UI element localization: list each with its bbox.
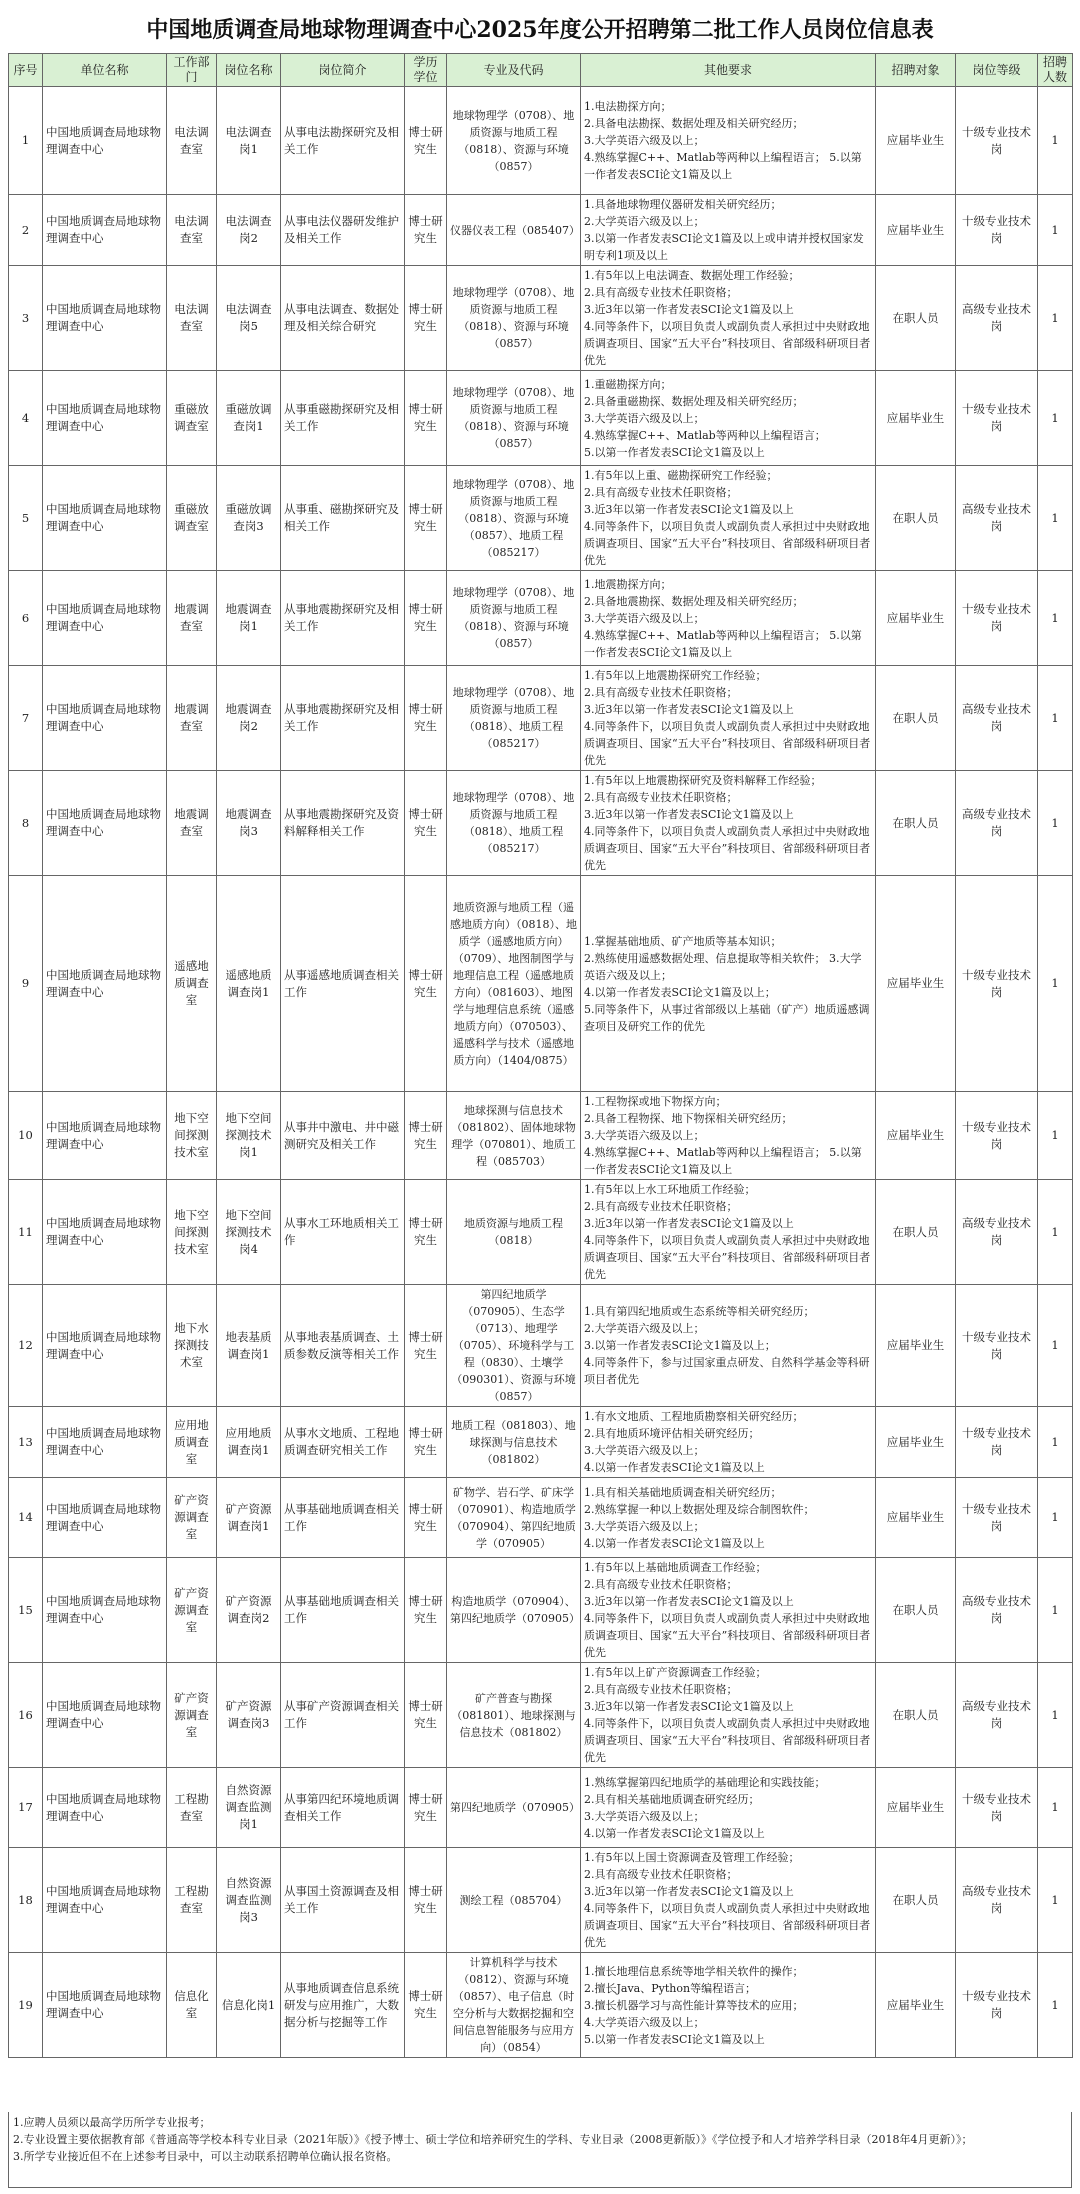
cell-target: 应届毕业生 (876, 1285, 956, 1407)
cell-unit: 中国地质调查局地球物理调查中心 (43, 466, 167, 571)
cell-intro: 从事水工环地质相关工作 (281, 1180, 405, 1285)
cell-count: 1 (1038, 266, 1073, 371)
page-title: 中国地质调查局地球物理调查中心2025年度公开招聘第二批工作人员岗位信息表 (146, 17, 934, 43)
cell-req: 1.有水文地质、工程地质勘察相关研究经历； 2.具有地质环境评估相关研究经历； 3.大学英语六级及以上； 4.以第一作者发表SCI论文1篇及以上 (581, 1407, 876, 1478)
note-1: 1.应聘人员须以最高学历所学专业报考； (13, 2116, 211, 2129)
cell-intro: 从事遥感地质调查相关工作 (281, 876, 405, 1092)
cell-post: 电法调查岗2 (217, 195, 281, 266)
cell-no: 6 (9, 571, 43, 666)
cell-no: 11 (9, 1180, 43, 1285)
cell-intro: 从事地震勘探研究及相关工作 (281, 666, 405, 771)
cell-level: 十级专业技术岗 (956, 87, 1038, 195)
cell-dept: 电法调查室 (167, 195, 217, 266)
table-row (9, 1478, 1073, 1558)
table-row (9, 1285, 1073, 1407)
cell-count: 1 (1038, 87, 1073, 195)
cell-dept: 地震调查室 (167, 771, 217, 876)
cell-intro: 从事基础地质调查相关工作 (281, 1558, 405, 1663)
cell-major: 地球物理学（0708）、地质资源与地质工程（0818）、资源与环境（0857） (447, 87, 581, 195)
cell-level: 高级专业技术岗 (956, 1558, 1038, 1663)
cell-edu: 博士研究生 (405, 571, 447, 666)
cell-major: 地质资源与地质工程（遥感地质方向）（0818）、地质学（遥感地质方向）（0709）、地图制图学与地理信息工程（遥感地质方向）（081603）、地图学与地理信息系统（遥感地质方向）（070503）、遥感科学与技术（遥感地质方向）（1404/0875） (447, 876, 581, 1092)
cell-intro: 从事地震勘探研究及资料解释相关工作 (281, 771, 405, 876)
cell-level: 高级专业技术岗 (956, 1848, 1038, 1953)
cell-post: 电法调查岗1 (217, 87, 281, 195)
cell-level: 高级专业技术岗 (956, 466, 1038, 571)
cell-target: 在职人员 (876, 466, 956, 571)
cell-no: 14 (9, 1478, 43, 1558)
table-row (9, 876, 1073, 1092)
cell-req: 1.具备地球物理仪器研发相关研究经历； 2.大学英语六级及以上； 3.以第一作者发表SCI论文1篇及以上或申请并授权国家发明专利1项及以上 (581, 195, 876, 266)
cell-level: 高级专业技术岗 (956, 666, 1038, 771)
cell-post: 矿产资源调查岗2 (217, 1558, 281, 1663)
cell-no: 16 (9, 1663, 43, 1768)
cell-no: 7 (9, 666, 43, 771)
header-target: 招聘对象 (876, 54, 956, 87)
cell-post: 地下空间探测技术岗4 (217, 1180, 281, 1285)
cell-post: 自然资源调查监测岗3 (217, 1848, 281, 1953)
cell-intro: 从事电法仪器研发维护及相关工作 (281, 195, 405, 266)
table-row (9, 87, 1073, 195)
cell-req: 1.有5年以上地震勘探研究工作经验； 2.具有高级专业技术任职资格； 3.近3年以第一作者发表SCI论文1篇及以上 4.同等条件下，以项目负责人或副负责人承担过中央财政地质调查项目、国家“五大平台”科技项目、省部级科研项目者优先 (581, 666, 876, 771)
cell-req: 1.擅长地理信息系统等地学相关软件的操作； 2.擅长Java、Python等编程语言； 3.擅长机器学习与高性能计算等技术的应用； 4.大学英语六级及以上； 5.以第一作者发表SCI论文1篇及以上 (581, 1953, 876, 2058)
cell-dept: 矿产资源调查室 (167, 1663, 217, 1768)
cell-target: 应届毕业生 (876, 1768, 956, 1848)
cell-req: 1.具有相关基础地质调查相关研究经历； 2.熟练掌握一种以上数据处理及综合制图软件； 3.大学英语六级及以上； 4.以第一作者发表SCI论文1篇及以上 (581, 1478, 876, 1558)
table-row (9, 371, 1073, 466)
cell-post: 地震调查岗1 (217, 571, 281, 666)
cell-req: 1.有5年以上地震勘探研究及资料解释工作经验； 2.具有高级专业技术任职资格； 3.近3年以第一作者发表SCI论文1篇及以上 4.同等条件下，以项目负责人或副负责人承担过中央财政地质调查项目、国家“五大平台”科技项目、省部级科研项目者优先 (581, 771, 876, 876)
cell-level: 十级专业技术岗 (956, 1285, 1038, 1407)
cell-req: 1.重磁勘探方向； 2.具备重磁勘探、数据处理及相关研究经历； 3.大学英语六级及以上； 4.熟练掌握C++、Matlab等两种以上编程语言； 5.以第一作者发表SCI论文1篇及以上 (581, 371, 876, 466)
table-row (9, 571, 1073, 666)
cell-target: 在职人员 (876, 771, 956, 876)
table-row (9, 1407, 1073, 1478)
cell-edu: 博士研究生 (405, 1478, 447, 1558)
table-row (9, 1953, 1073, 2058)
cell-no: 8 (9, 771, 43, 876)
cell-intro: 从事井中激电、井中磁测研究及相关工作 (281, 1092, 405, 1180)
cell-count: 1 (1038, 1285, 1073, 1407)
cell-target: 应届毕业生 (876, 371, 956, 466)
cell-count: 1 (1038, 876, 1073, 1092)
cell-major: 仪器仪表工程（085407） (447, 195, 581, 266)
cell-dept: 应用地质调查室 (167, 1407, 217, 1478)
cell-req: 1.有5年以上水工环地质工作经验； 2.具有高级专业技术任职资格； 3.近3年以第一作者发表SCI论文1篇及以上 4.同等条件下，以项目负责人或副负责人承担过中央财政地质调查项目、国家“五大平台”科技项目、省部级科研项目者优先 (581, 1180, 876, 1285)
cell-edu: 博士研究生 (405, 1558, 447, 1663)
cell-dept: 电法调查室 (167, 87, 217, 195)
cell-edu: 博士研究生 (405, 466, 447, 571)
cell-intro: 从事地质调查信息系统研发与应用推广，大数据分析与挖掘等工作 (281, 1953, 405, 2058)
cell-count: 1 (1038, 571, 1073, 666)
cell-intro: 从事重磁勘探研究及相关工作 (281, 371, 405, 466)
header-edu: 学历学位 (405, 54, 447, 87)
cell-intro: 从事地震勘探研究及相关工作 (281, 571, 405, 666)
cell-edu: 博士研究生 (405, 876, 447, 1092)
cell-no: 18 (9, 1848, 43, 1953)
cell-level: 十级专业技术岗 (956, 195, 1038, 266)
cell-unit: 中国地质调查局地球物理调查中心 (43, 1180, 167, 1285)
cell-target: 应届毕业生 (876, 87, 956, 195)
cell-no: 17 (9, 1768, 43, 1848)
cell-count: 1 (1038, 1180, 1073, 1285)
header-post: 岗位名称 (217, 54, 281, 87)
cell-post: 矿产资源调查岗1 (217, 1478, 281, 1558)
cell-no: 9 (9, 876, 43, 1092)
cell-target: 应届毕业生 (876, 1092, 956, 1180)
cell-edu: 博士研究生 (405, 666, 447, 771)
cell-post: 地表基质调查岗1 (217, 1285, 281, 1407)
cell-unit: 中国地质调查局地球物理调查中心 (43, 371, 167, 466)
cell-intro: 从事基础地质调查相关工作 (281, 1478, 405, 1558)
cell-edu: 博士研究生 (405, 771, 447, 876)
cell-target: 应届毕业生 (876, 1407, 956, 1478)
cell-edu: 博士研究生 (405, 1848, 447, 1953)
cell-level: 高级专业技术岗 (956, 771, 1038, 876)
cell-unit: 中国地质调查局地球物理调查中心 (43, 1768, 167, 1848)
cell-unit: 中国地质调查局地球物理调查中心 (43, 1285, 167, 1407)
cell-intro: 从事矿产资源调查相关工作 (281, 1663, 405, 1768)
cell-no: 15 (9, 1558, 43, 1663)
header-unit: 单位名称 (43, 54, 167, 87)
table-row (9, 195, 1073, 266)
cell-level: 高级专业技术岗 (956, 1180, 1038, 1285)
cell-target: 应届毕业生 (876, 1478, 956, 1558)
cell-edu: 博士研究生 (405, 1768, 447, 1848)
cell-target: 在职人员 (876, 1663, 956, 1768)
cell-target: 应届毕业生 (876, 1953, 956, 2058)
cell-intro: 从事地表基质调查、土质参数反演等相关工作 (281, 1285, 405, 1407)
cell-dept: 矿产资源调查室 (167, 1558, 217, 1663)
cell-unit: 中国地质调查局地球物理调查中心 (43, 1848, 167, 1953)
cell-level: 十级专业技术岗 (956, 876, 1038, 1092)
cell-count: 1 (1038, 1092, 1073, 1180)
cell-major: 测绘工程（085704） (447, 1848, 581, 1953)
cell-no: 13 (9, 1407, 43, 1478)
cell-req: 1.地震勘探方向； 2.具备地震勘探、数据处理及相关研究经历； 3.大学英语六级及以上； 4.熟练掌握C++、Matlab等两种以上编程语言； 5.以第一作者发表SCI论文1篇及以上 (581, 571, 876, 666)
cell-intro: 从事电法调查、数据处理及相关综合研究 (281, 266, 405, 371)
cell-target: 在职人员 (876, 1558, 956, 1663)
cell-major: 矿物学、岩石学、矿床学（070901）、构造地质学（070904）、第四纪地质学（070905） (447, 1478, 581, 1558)
cell-count: 1 (1038, 1407, 1073, 1478)
cell-intro: 从事重、磁勘探研究及相关工作 (281, 466, 405, 571)
cell-level: 十级专业技术岗 (956, 371, 1038, 466)
cell-major: 第四纪地质学（070905） (447, 1768, 581, 1848)
cell-post: 自然资源调查监测岗1 (217, 1768, 281, 1848)
cell-dept: 重磁放调查室 (167, 371, 217, 466)
cell-dept: 信息化室 (167, 1953, 217, 2058)
table-row (9, 1848, 1073, 1953)
cell-level: 十级专业技术岗 (956, 1953, 1038, 2058)
cell-dept: 地震调查室 (167, 571, 217, 666)
cell-count: 1 (1038, 195, 1073, 266)
cell-post: 矿产资源调查岗3 (217, 1663, 281, 1768)
cell-major: 地球物理学（0708）、地质资源与地质工程（0818）、地质工程（085217） (447, 666, 581, 771)
cell-unit: 中国地质调查局地球物理调查中心 (43, 1663, 167, 1768)
cell-intro: 从事水文地质、工程地质调查研究相关工作 (281, 1407, 405, 1478)
cell-post: 信息化岗1 (217, 1953, 281, 2058)
cell-unit: 中国地质调查局地球物理调查中心 (43, 87, 167, 195)
cell-no: 2 (9, 195, 43, 266)
cell-edu: 博士研究生 (405, 1285, 447, 1407)
cell-req: 1.有5年以上基础地质调查工作经验； 2.具有高级专业技术任职资格； 3.近3年以第一作者发表SCI论文1篇及以上 4.同等条件下，以项目负责人或副负责人承担过中央财政地质调查项目、国家“五大平台”科技项目、省部级科研项目者优先 (581, 1558, 876, 1663)
cell-unit: 中国地质调查局地球物理调查中心 (43, 1558, 167, 1663)
cell-edu: 博士研究生 (405, 1663, 447, 1768)
cell-major: 第四纪地质学（070905）、生态学（0713）、地理学（0705）、环境科学与工程（0830）、土壤学（090301）、资源与环境（0857） (447, 1285, 581, 1407)
cell-target: 在职人员 (876, 666, 956, 771)
cell-unit: 中国地质调查局地球物理调查中心 (43, 876, 167, 1092)
cell-count: 1 (1038, 1663, 1073, 1768)
table-row (9, 666, 1073, 771)
cell-dept: 工程勘查室 (167, 1848, 217, 1953)
table-row (9, 466, 1073, 571)
cell-target: 在职人员 (876, 266, 956, 371)
cell-req: 1.电法勘探方向； 2.具备电法勘探、数据处理及相关研究经历； 3.大学英语六级及以上； 4.熟练掌握C++、Matlab等两种以上编程语言； 5.以第一作者发表SCI论文1篇及以上 (581, 87, 876, 195)
cell-dept: 地下空间探测技术室 (167, 1180, 217, 1285)
cell-count: 1 (1038, 1558, 1073, 1663)
cell-no: 4 (9, 371, 43, 466)
cell-req: 1.有5年以上电法调查、数据处理工作经验； 2.具有高级专业技术任职资格； 3.近3年以第一作者发表SCI论文1篇及以上 4.同等条件下，以项目负责人或副负责人承担过中央财政地质调查项目、国家“五大平台”科技项目、省部级科研项目者优先 (581, 266, 876, 371)
header-intro: 岗位简介 (281, 54, 405, 87)
cell-level: 十级专业技术岗 (956, 1768, 1038, 1848)
cell-no: 19 (9, 1953, 43, 2058)
cell-post: 电法调查岗5 (217, 266, 281, 371)
cell-major: 地质资源与地质工程（0818） (447, 1180, 581, 1285)
cell-no: 12 (9, 1285, 43, 1407)
table-row (9, 1180, 1073, 1285)
cell-target: 应届毕业生 (876, 876, 956, 1092)
cell-dept: 矿产资源调查室 (167, 1478, 217, 1558)
table-row (9, 1558, 1073, 1663)
cell-no: 1 (9, 87, 43, 195)
cell-unit: 中国地质调查局地球物理调查中心 (43, 1953, 167, 2058)
cell-unit: 中国地质调查局地球物理调查中心 (43, 571, 167, 666)
cell-req: 1.有5年以上矿产资源调查工作经验； 2.具有高级专业技术任职资格； 3.近3年以第一作者发表SCI论文1篇及以上 4.同等条件下，以项目负责人或副负责人承担过中央财政地质调查项目、国家“五大平台”科技项目、省部级科研项目者优先 (581, 1663, 876, 1768)
cell-dept: 电法调查室 (167, 266, 217, 371)
cell-level: 高级专业技术岗 (956, 1663, 1038, 1768)
cell-dept: 地下空间探测技术室 (167, 1092, 217, 1180)
cell-count: 1 (1038, 371, 1073, 466)
header-count: 招聘人数 (1038, 54, 1073, 87)
cell-count: 1 (1038, 1768, 1073, 1848)
cell-count: 1 (1038, 1478, 1073, 1558)
cell-req: 1.有5年以上重、磁勘探研究工作经验； 2.具有高级专业技术任职资格； 3.近3年以第一作者发表SCI论文1篇及以上 4.同等条件下，以项目负责人或副负责人承担过中央财政地质调查项目、国家“五大平台”科技项目、省部级科研项目者优先 (581, 466, 876, 571)
cell-post: 应用地质调查岗1 (217, 1407, 281, 1478)
cell-count: 1 (1038, 1848, 1073, 1953)
cell-edu: 博士研究生 (405, 1092, 447, 1180)
header-req: 其他要求 (581, 54, 876, 87)
cell-post: 重磁放调查岗3 (217, 466, 281, 571)
cell-edu: 博士研究生 (405, 1407, 447, 1478)
cell-target: 应届毕业生 (876, 571, 956, 666)
cell-no: 10 (9, 1092, 43, 1180)
cell-level: 十级专业技术岗 (956, 1092, 1038, 1180)
cell-major: 地球物理学（0708）、地质资源与地质工程（0818）、地质工程（085217） (447, 771, 581, 876)
cell-major: 地质工程（081803）、地球探测与信息技术（081802） (447, 1407, 581, 1478)
table-row (9, 1768, 1073, 1848)
cell-major: 计算机科学与技术（0812）、资源与环境（0857）、电子信息（时空分析与大数据挖掘和空间信息智能服务与应用方向）（0854） (447, 1953, 581, 2058)
header-no: 序号 (9, 54, 43, 87)
cell-req: 1.有5年以上国土资源调查及管理工作经验； 2.具有高级专业技术任职资格； 3.近3年以第一作者发表SCI论文1篇及以上 4.同等条件下，以项目负责人或副负责人承担过中央财政地质调查项目、国家“五大平台”科技项目、省部级科研项目者优先 (581, 1848, 876, 1953)
cell-target: 应届毕业生 (876, 195, 956, 266)
cell-major: 构造地质学（070904）、第四纪地质学（070905） (447, 1558, 581, 1663)
note-2: 2.专业设置主要依据教育部《普通高等学校本科专业目录（2021年版）》《授予博士、硕士学位和培养研究生的学科、专业目录（2008更新版）》《学位授予和人才培养学科目录（2018年4月更新）》； (13, 2133, 973, 2146)
cell-major: 地球物理学（0708）、地质资源与地质工程（0818）、资源与环境（0857） (447, 371, 581, 466)
cell-edu: 博士研究生 (405, 1180, 447, 1285)
notes (8, 2112, 1072, 2188)
cell-req: 1.熟练掌握第四纪地质学的基础理论和实践技能； 2.具有相关基础地质调查研究经历； 3.大学英语六级及以上； 4.以第一作者发表SCI论文1篇及以上 (581, 1768, 876, 1848)
cell-level: 高级专业技术岗 (956, 266, 1038, 371)
cell-level: 十级专业技术岗 (956, 1478, 1038, 1558)
cell-unit: 中国地质调查局地球物理调查中心 (43, 1407, 167, 1478)
cell-req: 1.掌握基础地质、矿产地质等基本知识； 2.熟练使用遥感数据处理、信息提取等相关软件； 3.大学英语六级及以上； 4.以第一作者发表SCI论文1篇及以上； 5.同等条件下，从事过省部级以上基础（矿产）地质遥感调查项目及研究工作的优先 (581, 876, 876, 1092)
cell-count: 1 (1038, 466, 1073, 571)
cell-major: 地球物理学（0708）、地质资源与地质工程（0818）、资源与环境（0857）、地质工程（085217） (447, 466, 581, 571)
note-3: 3.所学专业接近但不在上述参考目录中，可以主动联系招聘单位确认报名资格。 (13, 2150, 398, 2163)
cell-unit: 中国地质调查局地球物理调查中心 (43, 1092, 167, 1180)
cell-intro: 从事电法勘探研究及相关工作 (281, 87, 405, 195)
cell-major: 矿产普查与勘探（081801）、地球探测与信息技术（081802） (447, 1663, 581, 1768)
cell-dept: 地下水探测技术室 (167, 1285, 217, 1407)
cell-dept: 重磁放调查室 (167, 466, 217, 571)
cell-intro: 从事第四纪环境地质调查相关工作 (281, 1768, 405, 1848)
cell-edu: 博士研究生 (405, 1953, 447, 2058)
cell-dept: 工程勘查室 (167, 1768, 217, 1848)
cell-major: 地球探测与信息技术（081802）、固体地球物理学（070801）、地质工程（085703） (447, 1092, 581, 1180)
table-row (9, 1092, 1073, 1180)
header-row (9, 54, 1073, 87)
job-table (8, 53, 1073, 2058)
cell-dept: 地震调查室 (167, 666, 217, 771)
cell-unit: 中国地质调查局地球物理调查中心 (43, 771, 167, 876)
cell-edu: 博士研究生 (405, 87, 447, 195)
header-dept: 工作部门 (167, 54, 217, 87)
cell-unit: 中国地质调查局地球物理调查中心 (43, 266, 167, 371)
cell-req: 1.具有第四纪地质或生态系统等相关研究经历； 2.大学英语六级及以上； 3.以第一作者发表SCI论文1篇及以上； 4.同等条件下，参与过国家重点研发、自然科学基金等科研项目者优先 (581, 1285, 876, 1407)
cell-count: 1 (1038, 1953, 1073, 2058)
cell-no: 3 (9, 266, 43, 371)
table-row (9, 266, 1073, 371)
cell-post: 遥感地质调查岗1 (217, 876, 281, 1092)
cell-major: 地球物理学（0708）、地质资源与地质工程（0818）、资源与环境（0857） (447, 266, 581, 371)
header-level: 岗位等级 (956, 54, 1038, 87)
cell-unit: 中国地质调查局地球物理调查中心 (43, 666, 167, 771)
cell-post: 地震调查岗3 (217, 771, 281, 876)
cell-count: 1 (1038, 771, 1073, 876)
cell-dept: 遥感地质调查室 (167, 876, 217, 1092)
cell-edu: 博士研究生 (405, 195, 447, 266)
cell-post: 地下空间探测技术岗1 (217, 1092, 281, 1180)
cell-level: 十级专业技术岗 (956, 571, 1038, 666)
cell-unit: 中国地质调查局地球物理调查中心 (43, 1478, 167, 1558)
table-row (9, 771, 1073, 876)
cell-req: 1.工程物探或地下物探方向； 2.具备工程物探、地下物探相关研究经历； 3.大学英语六级及以上； 4.熟练掌握C++、Matlab等两种以上编程语言； 5.以第一作者发表SCI论文1篇及以上 (581, 1092, 876, 1180)
header-major: 专业及代码 (447, 54, 581, 87)
cell-target: 在职人员 (876, 1848, 956, 1953)
cell-count: 1 (1038, 666, 1073, 771)
cell-edu: 博士研究生 (405, 266, 447, 371)
cell-major: 地球物理学（0708）、地质资源与地质工程（0818）、资源与环境（0857） (447, 571, 581, 666)
cell-level: 十级专业技术岗 (956, 1407, 1038, 1478)
cell-intro: 从事国土资源调查及相关工作 (281, 1848, 405, 1953)
cell-no: 5 (9, 466, 43, 571)
cell-post: 地震调查岗2 (217, 666, 281, 771)
cell-unit: 中国地质调查局地球物理调查中心 (43, 195, 167, 266)
cell-target: 在职人员 (876, 1180, 956, 1285)
table-row (9, 1663, 1073, 1768)
cell-edu: 博士研究生 (405, 371, 447, 466)
cell-post: 重磁放调查岗1 (217, 371, 281, 466)
